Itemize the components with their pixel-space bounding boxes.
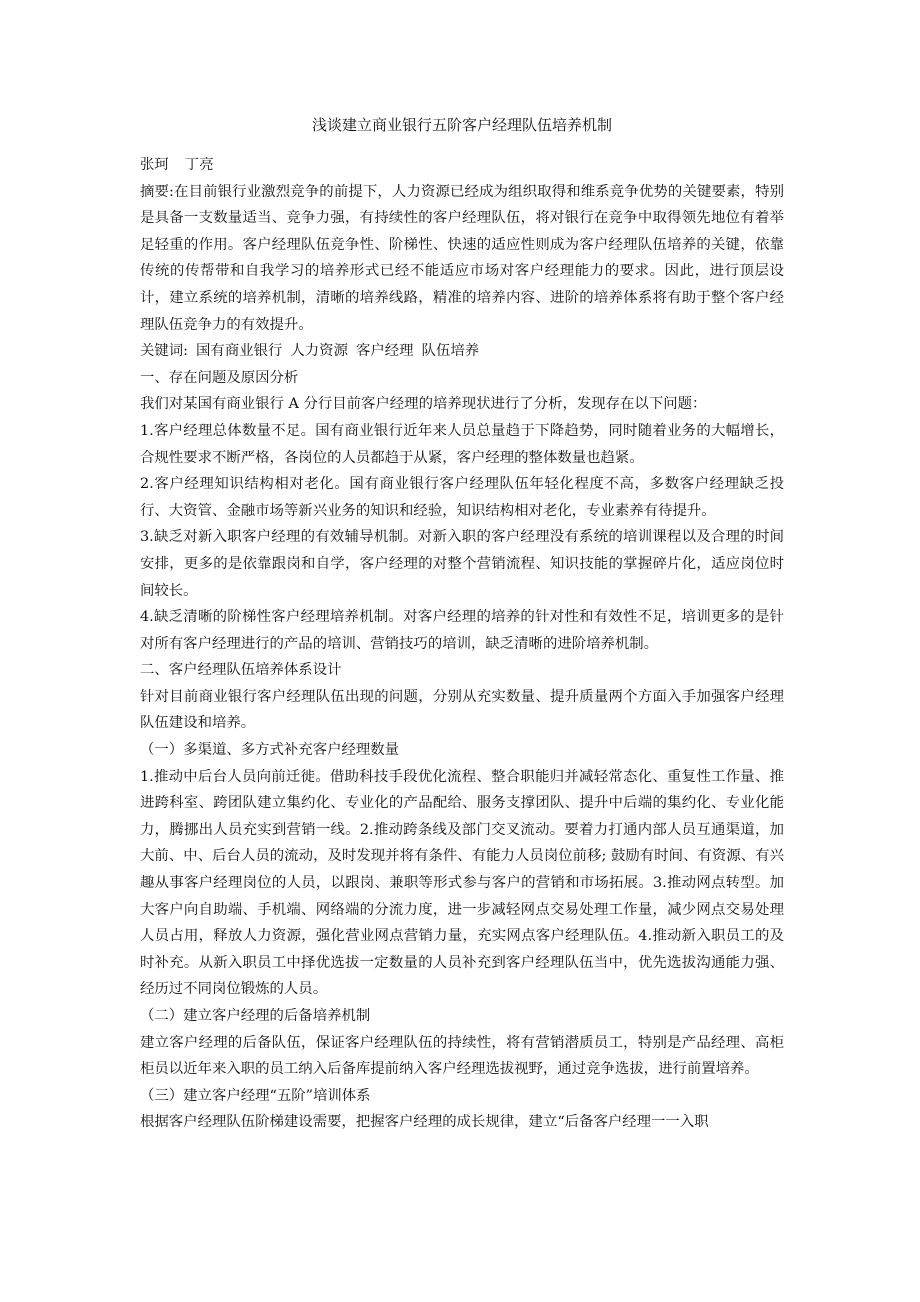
section-intro: 我们对某国有商业银行 A 分行目前客户经理的培养现状进行了分析，发现存在以下问题： <box>140 396 707 413</box>
subsection-heading: （三）建立客户经理“五阶”培训体系 <box>140 1087 371 1104</box>
section-heading: 二、客户经理队伍培养体系设计 <box>140 662 342 679</box>
document-title: 浅谈建立商业银行五阶客户经理队伍培养机制 <box>311 116 612 134</box>
subsection-body: 根据客户经理队伍阶梯建设需要，把握客户经理的成长规律，建立“后备客户经理一一入职 <box>140 1114 709 1131</box>
section-intro: 针对目前商业银行客户经理队伍出现的问题，分别从充实数量、提升质量两个方面入手加强客户经理队伍建设和培养。 <box>140 688 784 732</box>
keyword: 人力资源 <box>290 343 348 360</box>
keyword: 队伍培养 <box>421 343 480 360</box>
keywords-line <box>140 338 784 365</box>
subsection-heading: （二）建立客户经理的后备培养机制 <box>140 1008 371 1024</box>
problem-item: 3.缺乏对新入职客户经理的有效辅导机制。对新入职的客户经理没有系统的培训课程以及合理的时间安排，更多的是依靠跟岗和自学，客户经理的对整个营销流程、知识技能的掌握碎片化，适应岗位时间较长。 <box>140 529 784 599</box>
section-heading: 一、存在问题及原因分析 <box>140 369 299 386</box>
keyword: 国有商业银行 <box>196 343 283 360</box>
author-name: 丁亮 <box>184 157 214 173</box>
keyword: 客户经理 <box>355 343 414 360</box>
author-line <box>140 152 784 179</box>
subsection-body: 1.推动中后台人员向前迁徙。借助科技手段优化流程、整合职能归并减轻常态化、重复性工作量、推进跨科室、跨团队建立集约化、专业化的产品配给、服务支撑团队、提升中后端的集约化、专业化能力，腾挪出人员充实到营销一线。2.推动跨条线及部门交叉流动。要着力打通内部人员互通渠道，加大前、中、后台人员的流动，及时发现并将有条件、有能力人员岗位前移; 鼓励有时间、有资源、有兴趣从事客户经理岗位的人员，以跟岗、兼职等形式参与客户的营销和市场拓展。3.推动网点转型。加大客户向自助端、手机端、网络端的分流力度，进一步减轻网点交易处理工作量，减少网点交易处理人员占用，释放人力资源，强化营业网点营销力量，充实网点客户经理队伍。4.推动新入职员工的及时补充。从新入职员工中择优选拔一定数量的人员补充到客户经理队伍当中，优先选拔沟通能力强、经历过不同岗位锻炼的人员。 <box>140 768 784 998</box>
document-page <box>140 112 784 1136</box>
author-name: 张珂 <box>140 157 169 173</box>
subsection-body: 建立客户经理的后备队伍，保证客户经理队伍的持续性，将有营销潜质员工，特别是产品经理、高柜柜员以近年来入职的员工纳入后备库提前纳入客户经理选拔视野，通过竞争选拔，进行前置培养。 <box>140 1034 784 1078</box>
keywords-label: 关键词: <box>140 343 189 360</box>
subsection-heading: （一）多渠道、多方式补充客户经理数量 <box>140 742 400 759</box>
problem-item: 4.缺乏清晰的阶梯性客户经理培养机制。对客户经理的培养的针对性和有效性不足，培训更多的是针对所有客户经理进行的产品的培训、营销技巧的培训，缺乏清晰的进阶培养机制。 <box>140 609 784 652</box>
problem-item: 2.客户经理知识结构相对老化。国有商业银行客户经理队伍年轻化程度不高，多数客户经理缺乏投行、大资管、金融市场等新兴业务的知识和经验，知识结构相对老化，专业素养有待提升。 <box>140 476 784 519</box>
abstract-label: 摘要: <box>140 183 174 200</box>
abstract-paragraph <box>140 179 784 339</box>
problem-item: 1.客户经理总体数量不足。国有商业银行近年来人员总量趋于下降趋势，同时随着业务的大幅增长，合规性要求不断严格，各岗位的人员都趋于从紧，客户经理的整体数量也趋紧。 <box>140 422 784 466</box>
abstract-text: 在目前银行业激烈竞争的前提下，人力资源已经成为组织取得和维系竞争优势的关键要素，特别是具备一支数量适当、竞争力强，有持续性的客户经理队伍，将对银行在竞争中取得领先地位有着举足轻重的作用。客户经理队伍竞争性、阶梯性、快速的适应性则成为客户经理队伍培养的关键，依靠传统的传帮带和自我学习的培养形式已经不能适应市场对客户经理能力的要求。因此，进行顶层设计，建立系统的培养机制，清晰的培养线路，精准的培养内容、进阶的培养体系将有助于整个客户经理队伍竞争力的有效提升。 <box>140 183 784 333</box>
